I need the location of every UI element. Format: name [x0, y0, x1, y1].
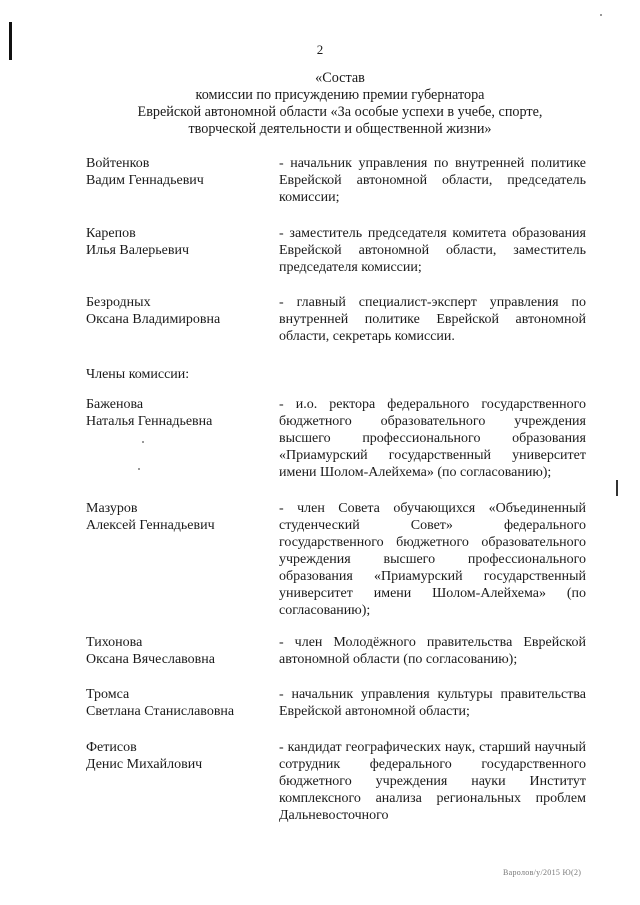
person-name — [86, 686, 266, 720]
scan-mark — [616, 480, 618, 496]
title-line: «Состав — [315, 70, 365, 86]
person-surname: Карепов — [86, 226, 136, 241]
person-name — [86, 500, 266, 534]
person-role: - заместитель председателя комитета образования Еврейской автономной области, заместитель председателя комиссии; — [279, 226, 586, 275]
document-title — [90, 70, 590, 138]
person-name — [86, 739, 266, 773]
person-given-name: Оксана Вячеславовна — [86, 652, 215, 667]
person-role: - начальник управления культуры правительства Еврейской автономной области; — [279, 687, 586, 719]
page-number: 2 — [316, 42, 324, 57]
scan-speck — [138, 468, 140, 470]
person-surname: Безродных — [86, 295, 151, 310]
scan-speck — [600, 14, 602, 16]
person-surname: Мазуров — [86, 501, 138, 516]
person-name — [86, 225, 266, 259]
person-role: - член Совета обучающихся «Объединенный студенческий Совет» федерального государственного бюджетного образовательного учреждения высшего профессионального образования «Приамурский государственный университет имени Шолом-Алейхема» (по согласованию); — [279, 501, 586, 618]
person-given-name: Алексей Геннадьевич — [86, 518, 215, 533]
title-line: творческой деятельности и общественной жизни» — [188, 121, 492, 137]
person-surname: Тихонова — [86, 635, 143, 650]
person-role: - кандидат географических наук, старший научный сотрудник федерального государственного бюджетного учреждения науки Институт комплексного анализа региональных проблем Дальневосточного — [279, 740, 586, 823]
person-given-name: Илья Валерьевич — [86, 243, 190, 258]
person-surname: Войтенков — [86, 156, 150, 171]
person-given-name: Наталья Геннадьевна — [86, 414, 213, 429]
person-surname: Баженова — [86, 397, 144, 412]
footer-stamp: Варолов/у/2015 Ю(2) — [503, 868, 582, 877]
person-role: - главный специалист-эксперт управления по внутренней политике Еврейской автономной области, секретарь комиссии. — [279, 295, 586, 344]
members-heading: Члены комиссии: — [86, 367, 190, 382]
person-name — [86, 294, 266, 328]
person-given-name: Денис Михайлович — [86, 757, 203, 772]
person-given-name: Оксана Владимировна — [86, 312, 221, 327]
person-name — [86, 396, 266, 430]
person-name — [86, 634, 266, 668]
person-name — [86, 155, 266, 189]
person-surname: Тромса — [86, 687, 130, 702]
person-given-name: Светлана Станиславовна — [86, 704, 235, 719]
person-role: - начальник управления по внутренней политике Еврейской автономной области, председатель комиссии; — [279, 156, 586, 205]
person-surname: Фетисов — [86, 740, 137, 755]
person-role: - и.о. ректора федерального государственного бюджетного образовательного учреждения высшего профессионального образования «Приамурский государственный университет имени Шолом-Алейхема» (по согласованию); — [279, 397, 586, 480]
title-line: Еврейской автономной области «За особые успехи в учебе, спорте, — [137, 104, 543, 120]
scan-speck — [142, 441, 144, 443]
person-role: - член Молодёжного правительства Еврейской автономной области (по согласованию); — [279, 635, 586, 667]
title-line: комиссии по присуждению премии губернатора — [195, 87, 485, 103]
person-given-name: Вадим Геннадьевич — [86, 173, 204, 188]
